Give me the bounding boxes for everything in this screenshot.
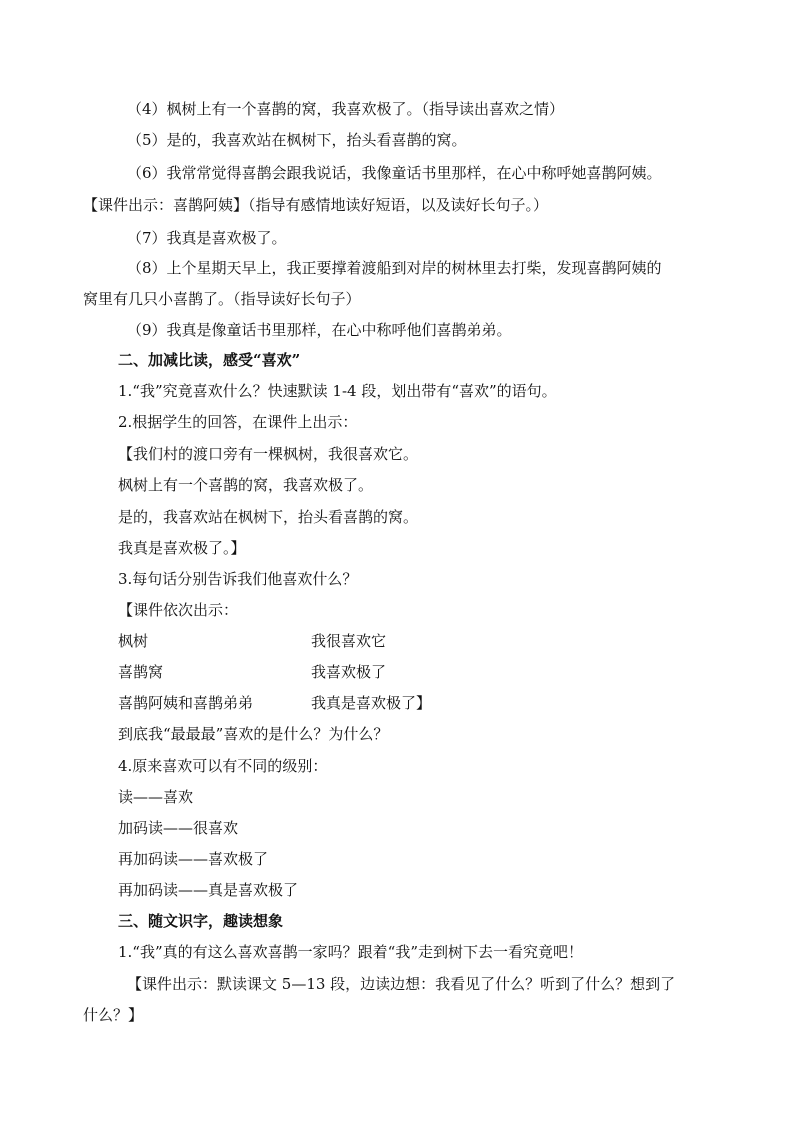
paragraph-line: 再加码读——喜欢极了	[118, 850, 269, 868]
table-cell-item: 喜鹊阿姨和喜鹊弟弟	[118, 694, 254, 712]
section-heading: 二、加减比读，感受“喜欢”	[118, 351, 301, 369]
paragraph-line: 【课件依次出示：	[118, 601, 239, 619]
paragraph-line: （9）我真是像童话书里那样，在心中称呼他们喜鹊弟弟。	[127, 321, 512, 339]
table-cell-item: 喜鹊窝	[118, 663, 164, 681]
paragraph-line: 2.根据学生的回答，在课件上出示：	[118, 413, 358, 431]
paragraph-line: 枫树上有一个喜鹊的窝，我喜欢极了。	[118, 476, 374, 494]
table-cell-feeling: 我真是喜欢极了】	[311, 694, 432, 712]
table-row	[0, 662, 794, 682]
paragraph-line: 是的，我喜欢站在枫树下，抬头看喜鹊的窝。	[118, 508, 419, 526]
paragraph-line: 1.“我”究竟喜欢什么？快速默读 1-4 段，划出带有“喜欢”的语句。	[118, 382, 557, 400]
paragraph-line: 再加码读——真是喜欢极了	[118, 881, 299, 899]
paragraph-line: 【课件出示：喜鹊阿姨】（指导有感情地读好短语，以及读好长句子。）	[83, 196, 549, 214]
table-cell-feeling: 我喜欢极了	[311, 663, 387, 681]
paragraph-line: 4.原来喜欢可以有不同的级别：	[118, 757, 328, 775]
paragraph-line: 读——喜欢	[118, 788, 194, 806]
table-row	[0, 693, 794, 713]
paragraph-line: （8）上个星期天早上，我正要撑着渡船到对岸的树林里去打柴，发现喜鹊阿姨的	[127, 259, 662, 277]
table-cell-item: 枫树	[118, 632, 149, 650]
paragraph-line: 窝里有几只小喜鹊了。（指导读好长句子）	[83, 290, 361, 308]
paragraph-line: 我真是喜欢极了。】	[118, 539, 246, 557]
paragraph-line: 【课件出示：默读课文 5—13 段，边读边想：我看见了什么？听到了什么？想到了	[127, 975, 676, 993]
paragraph-line: 加码读——很喜欢	[118, 819, 239, 837]
table-cell-feeling: 我很喜欢它	[311, 632, 387, 650]
paragraph-line: （7）我真是喜欢极了。	[127, 229, 287, 247]
paragraph-line: （6）我常常觉得喜鹊会跟我说话，我像童话书里那样，在心中称呼她喜鹊阿姨。	[127, 164, 662, 182]
paragraph-line: 到底我“最最最”喜欢的是什么？为什么？	[118, 725, 389, 743]
paragraph-line: 什么？】	[83, 1006, 144, 1024]
paragraph-line: 3.每句话分别告诉我们他喜欢什么？	[118, 570, 358, 588]
paragraph-line: （4）枫树上有一个喜鹊的窝，我喜欢极了。（指导读出喜欢之情）	[127, 100, 565, 118]
paragraph-line: 1.“我”真的有这么喜欢喜鹊一家吗？跟着“我”走到树下去一看究竟吧！	[118, 943, 583, 961]
table-row	[0, 631, 794, 651]
section-heading: 三、随文识字，趣读想象	[118, 912, 284, 930]
paragraph-line: （5）是的，我喜欢站在枫树下，抬头看喜鹊的窝。	[127, 131, 467, 149]
paragraph-line: 【我们村的渡口旁有一棵枫树，我很喜欢它。	[118, 445, 419, 463]
